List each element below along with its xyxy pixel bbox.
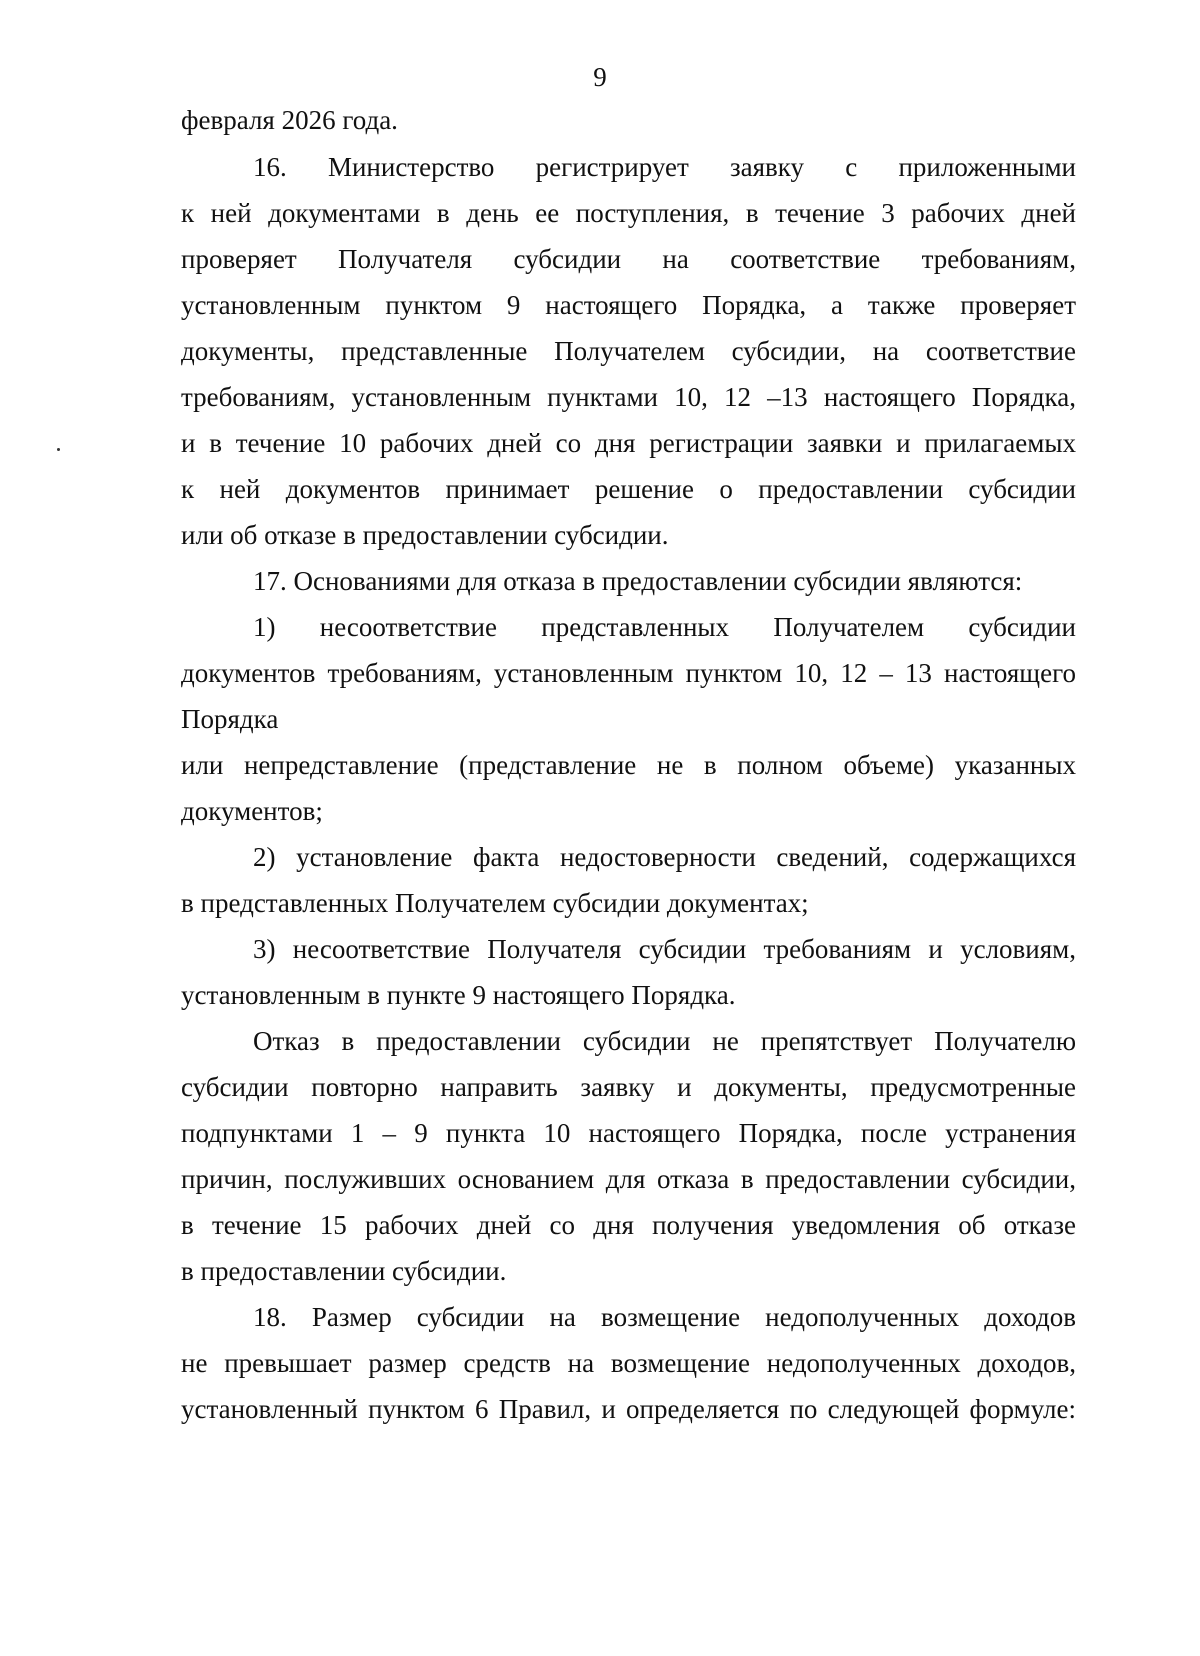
paragraph-17-item-3-line: установленным в пункте 9 настоящего Порядка. <box>181 980 736 1010</box>
paragraph-18-line: не превышает размер средств на возмещение недополученных доходов, <box>181 1348 1076 1378</box>
paragraph-17-item-3-line: 3) несоответствие Получателя субсидии требованиям и условиям, <box>253 934 1076 964</box>
paragraph-16-line: к ней документов принимает решение о предоставлении субсидии <box>181 474 1076 504</box>
paragraph-16-line: установленным пунктом 9 настоящего Порядка, а также проверяет <box>181 290 1076 320</box>
refusal-paragraph-line: в течение 15 рабочих дней со дня получения уведомления об отказе <box>181 1210 1076 1240</box>
paragraph-18-line: установленный пунктом 6 Правил, и определяется по следующей формуле: <box>181 1394 1076 1424</box>
text-line: февраля 2026 года. <box>181 105 398 135</box>
paragraph-17-item-2-line: в представленных Получателем субсидии документах; <box>181 888 809 918</box>
scan-artifact-dot <box>57 448 60 451</box>
refusal-paragraph-line: в предоставлении субсидии. <box>181 1256 507 1286</box>
page-number: 9 <box>593 62 607 92</box>
paragraph-16-line: к ней документами в день ее поступления, в течение 3 рабочих дней <box>181 198 1076 228</box>
paragraph-18-line: 18. Размер субсидии на возмещение недополученных доходов <box>253 1302 1076 1332</box>
paragraph-17-item-1-line: Порядка <box>181 704 279 734</box>
paragraph-16-line: требованиям, установленным пунктами 10, 12 –13 настоящего Порядка, <box>181 382 1076 412</box>
paragraph-16-line: 16. Министерство регистрирует заявку с приложенными <box>253 152 1076 182</box>
refusal-paragraph-line: подпунктами 1 – 9 пункта 10 настоящего Порядка, после устранения <box>181 1118 1076 1148</box>
paragraph-16-line: документы, представленные Получателем субсидии, на соответствие <box>181 336 1076 366</box>
paragraph-17-item-1-line: документов; <box>181 796 323 826</box>
paragraph-17-item-1-line: документов требованиям, установленным пунктом 10, 12 – 13 настоящего <box>181 658 1076 688</box>
paragraph-17-item-1-line: 1) несоответствие представленных Получателем субсидии <box>253 612 1076 642</box>
paragraph-16-line: и в течение 10 рабочих дней со дня регистрации заявки и прилагаемых <box>181 428 1076 458</box>
paragraph-17-item-2-line: 2) установление факта недостоверности сведений, содержащихся <box>253 842 1076 872</box>
paragraph-17-line: 17. Основаниями для отказа в предоставлении субсидии являются: <box>253 566 1023 596</box>
paragraph-16-line: проверяет Получателя субсидии на соответствие требованиям, <box>181 244 1076 274</box>
refusal-paragraph-line: Отказ в предоставлении субсидии не препятствует Получателю <box>253 1026 1076 1056</box>
refusal-paragraph-line: причин, послуживших основанием для отказа в предоставлении субсидии, <box>181 1164 1076 1194</box>
paragraph-17-item-1-line: или непредставление (представление не в полном объеме) указанных <box>181 750 1076 780</box>
paragraph-16-line: или об отказе в предоставлении субсидии. <box>181 520 669 550</box>
refusal-paragraph-line: субсидии повторно направить заявку и документы, предусмотренные <box>181 1072 1076 1102</box>
